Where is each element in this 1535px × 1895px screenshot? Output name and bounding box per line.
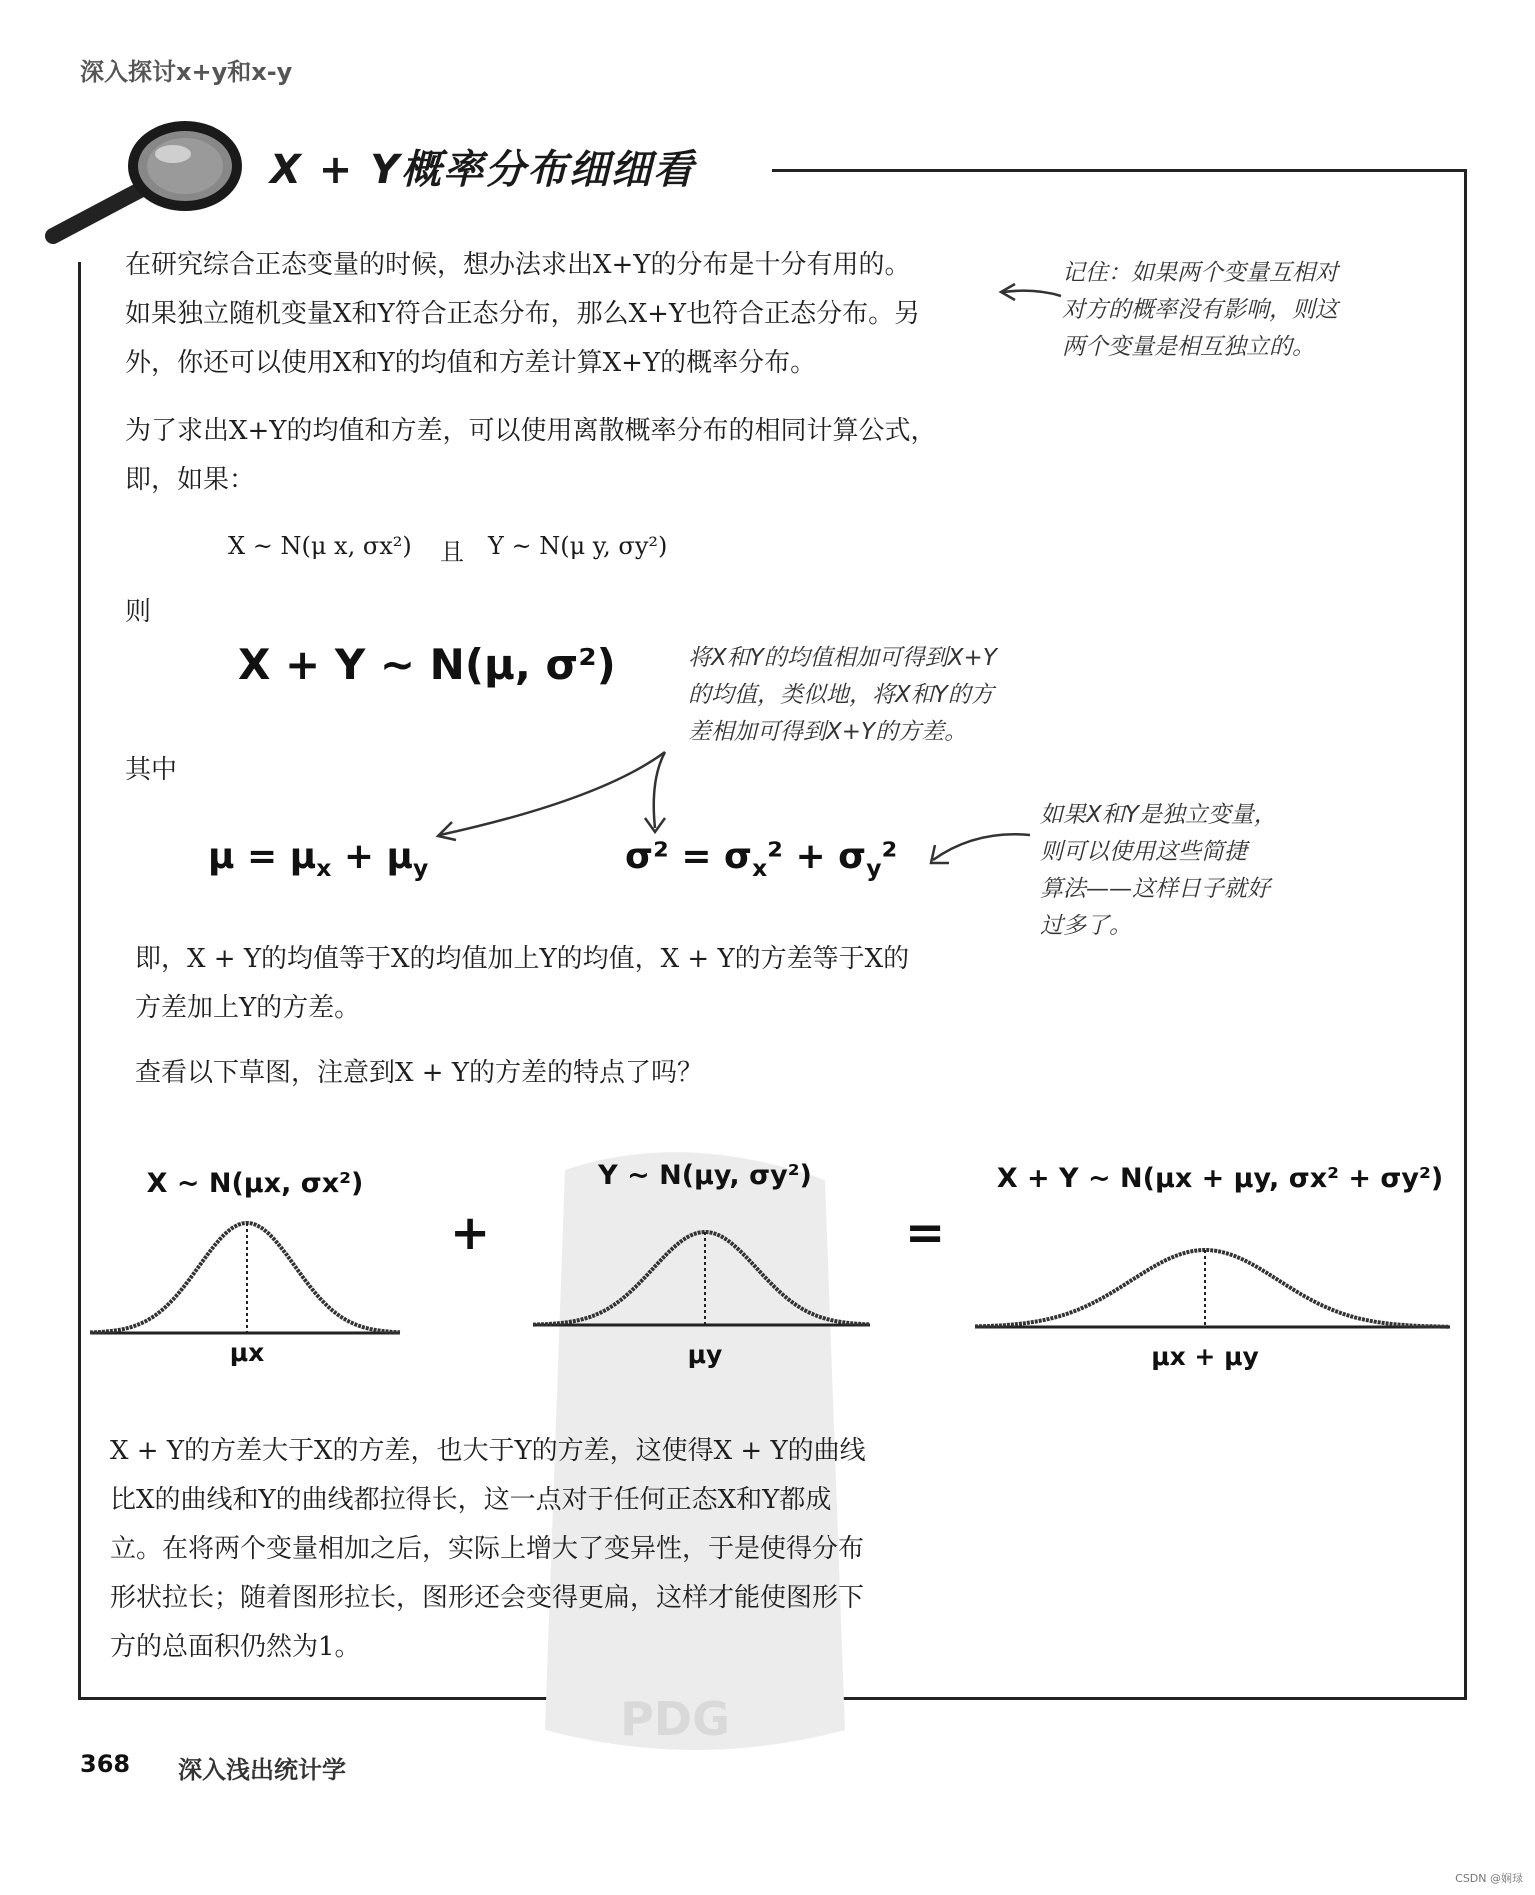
frame-right-line — [1464, 169, 1467, 1700]
running-head: 深入探讨x+y和x-y — [80, 58, 293, 86]
mean-var-line-2: 即，如果： — [125, 465, 256, 495]
variance-formula-end: ² — [881, 836, 898, 877]
mean-formula-sub-x: x — [316, 854, 332, 883]
book-title: 深入浅出统计学 — [178, 1756, 346, 1784]
page-number: 368 — [80, 1750, 131, 1778]
y-normal-curve — [533, 1232, 869, 1325]
equals-operator: = — [905, 1205, 946, 1261]
y-mean-label: μy — [687, 1340, 723, 1369]
remember-note — [1062, 255, 1422, 366]
conclusion-line-5: 方的总面积仍然为1。 — [110, 1632, 361, 1662]
remember-note-line-1: 记住：如果两个变量互相对 — [1062, 260, 1338, 286]
given-y-formula: Y ~ N(μ y, σy²) — [488, 532, 668, 560]
explain-line-2: 方差加上Y的方差。 — [135, 993, 361, 1023]
shortcut-note — [1040, 797, 1340, 945]
intro-line-3: 外，你还可以使用X和Y的均值和方差计算X+Y的概率分布。 — [125, 348, 817, 378]
intro-line-2: 如果独立随机变量X和Y符合正态分布，那么X+Y也符合正态分布。另 — [125, 299, 921, 329]
shortcut-line-2: 则可以使用这些简捷 — [1040, 839, 1247, 865]
and-connector: 且 — [440, 538, 464, 566]
x-normal-curve — [90, 1223, 400, 1333]
then-label: 则 — [125, 597, 152, 627]
credit-text: CSDN @娴琭 — [1455, 1872, 1523, 1885]
where-label: 其中 — [125, 755, 178, 785]
mean-var-line-1: 为了求出X+Y的均值和方差，可以使用离散概率分布的相同计算公式， — [125, 416, 937, 446]
variance-formula-sub-y: y — [866, 854, 882, 883]
remember-arrow-icon — [995, 278, 1065, 308]
result-formula: X + Y ~ N(μ, σ²) — [238, 640, 616, 689]
add-means-line-1: 将X和Y的均值相加可得到X+Y — [688, 645, 997, 671]
variance-formula-mid: ² + σ — [767, 836, 867, 877]
magnifying-glass-icon — [45, 118, 245, 248]
add-means-note — [688, 640, 1088, 751]
watermark-text: PDG — [620, 1692, 730, 1746]
remember-note-line-3: 两个变量是相互独立的。 — [1062, 334, 1315, 360]
shortcut-line-3: 算法——这样日子就好 — [1040, 876, 1270, 902]
add-means-line-2: 的均值，类似地，将X和Y的方 — [688, 682, 994, 708]
variance-formula-lhs: σ² = σ — [625, 836, 753, 877]
look-paragraph: 查看以下草图，注意到X + Y的方差的特点了吗？ — [135, 1058, 703, 1088]
shortcut-line-1: 如果X和Y是独立变量， — [1040, 802, 1277, 828]
mean-formula-lhs: μ = μ — [208, 836, 317, 877]
conclusion-line-3: 立。在将两个变量相加之后，实际上增大了变异性，于是使得分布 — [110, 1534, 865, 1564]
section-title: X + Y概率分布细细看 — [270, 147, 696, 193]
frame-top-line — [772, 169, 1466, 172]
explain-paragraph — [135, 935, 1015, 1033]
conclusion-line-2: 比X的曲线和Y的曲线都拉得长，这一点对于任何正态X和Y都成 — [110, 1485, 832, 1515]
add-means-arrows-icon — [420, 740, 680, 850]
given-x-formula: X ~ N(μ x, σx²) — [228, 532, 412, 560]
x-dist-label: X ~ N(μx, σx²) — [146, 1168, 364, 1199]
y-dist-label: Y ~ N(μy, σy²) — [598, 1160, 812, 1191]
shortcut-line-4: 过多了。 — [1040, 913, 1132, 939]
x-mean-label: μx — [229, 1338, 265, 1367]
sum-dist-label: X + Y ~ N(μx + μy, σx² + σy²) — [996, 1163, 1444, 1194]
intro-paragraph — [125, 241, 1005, 388]
mean-sum-formula — [208, 836, 428, 882]
frame-left-line — [78, 262, 81, 1700]
conclusion-line-1: X + Y的方差大于X的方差，也大于Y的方差，这使得X + Y的曲线 — [110, 1436, 866, 1466]
conclusion-line-4: 形状拉长；随着图形拉长，图形还会变得更扁，这样才能使图形下 — [110, 1583, 865, 1613]
variance-sum-formula — [625, 836, 897, 882]
mean-formula-sub-y: y — [413, 854, 429, 883]
mean-formula-plus: + μ — [331, 836, 414, 877]
add-means-line-3: 差相加可得到X+Y的方差。 — [688, 719, 968, 745]
sum-normal-curve — [975, 1250, 1449, 1327]
explain-line-1: 即，X + Y的均值等于X的均值加上Y的均值，X + Y的方差等于X的 — [135, 944, 910, 974]
sum-mean-label: μx + μy — [1151, 1342, 1259, 1371]
shortcut-arrow-icon — [925, 825, 1035, 875]
intro-line-1: 在研究综合正态变量的时候，想办法求出X+Y的分布是十分有用的。 — [125, 250, 911, 280]
plus-operator: + — [450, 1205, 491, 1261]
distribution-curves — [0, 1200, 1535, 1350]
variance-formula-sub-x: x — [752, 854, 768, 883]
remember-note-line-2: 对方的概率没有影响，则这 — [1062, 297, 1338, 323]
mean-var-paragraph — [125, 407, 1005, 505]
conclusion-paragraph — [110, 1427, 990, 1672]
